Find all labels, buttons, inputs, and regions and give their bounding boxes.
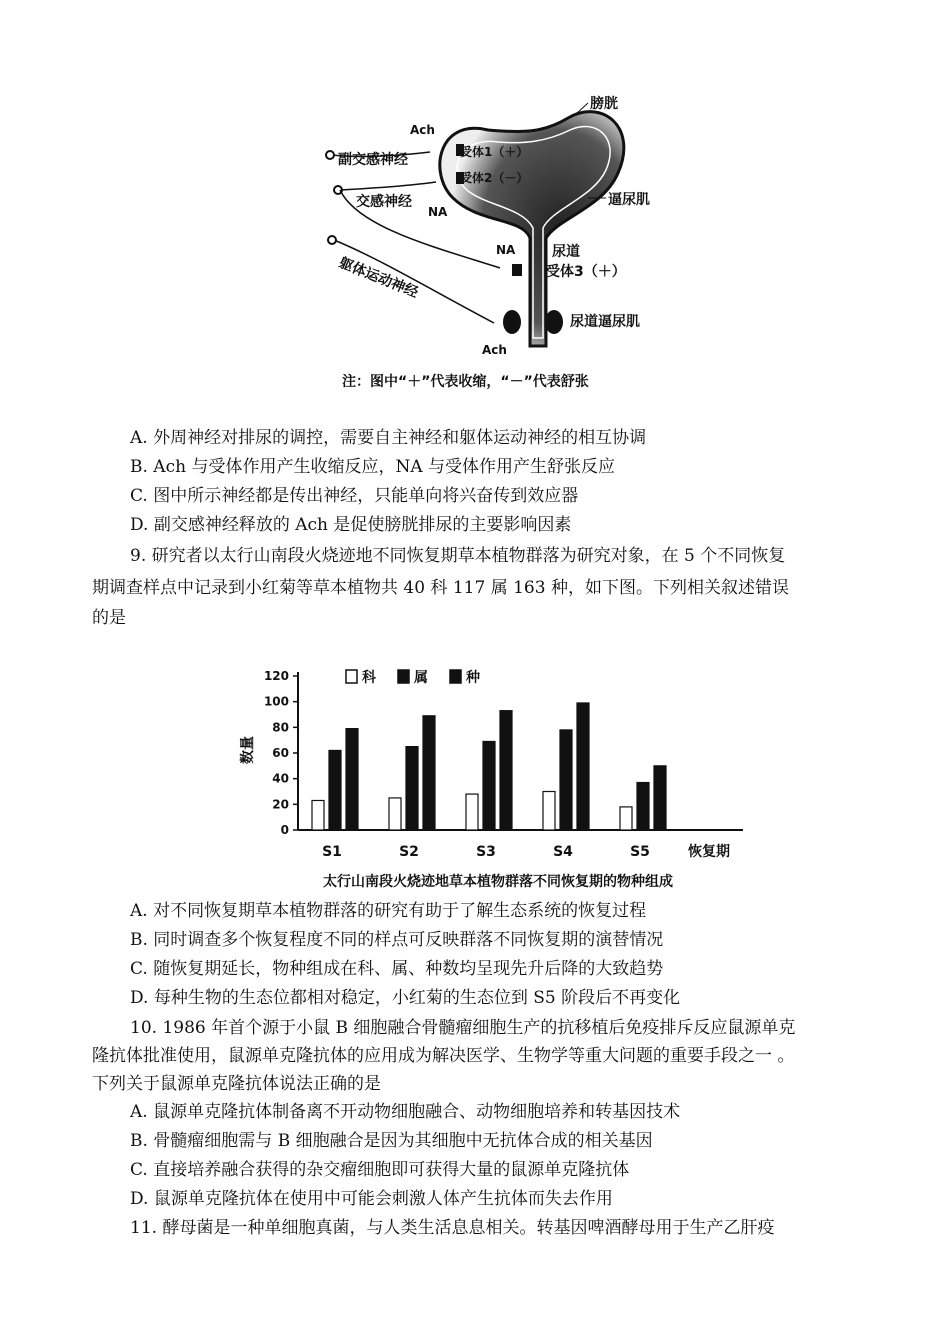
bar-S5-属 bbox=[637, 783, 649, 830]
bar-S1-科 bbox=[312, 800, 324, 830]
label-somatic: 躯体运动神经 bbox=[336, 254, 421, 302]
q9-line3: 的是 bbox=[92, 608, 126, 628]
label-receptor2: 受体2（－） bbox=[460, 171, 529, 185]
x-tick-label: S3 bbox=[476, 844, 496, 860]
q9-option-a: A. 对不同恢复期草本植物群落的研究有助于了解生态系统的恢复过程 bbox=[130, 901, 647, 921]
sympathetic-nerve bbox=[340, 182, 436, 190]
label-detrusor: 逼尿肌 bbox=[608, 192, 650, 208]
q9-option-b: B. 同时调查多个恢复程度不同的样点可反映群落不同恢复期的演替情况 bbox=[130, 930, 664, 950]
bar-S3-属 bbox=[483, 741, 495, 830]
y-tick-label: 0 bbox=[280, 823, 289, 837]
somatic-nerve bbox=[334, 240, 494, 323]
q10-line3: 下列关于鼠源单克隆抗体说法正确的是 bbox=[92, 1074, 381, 1094]
q9-option-d: D. 每种生物的生态位都相对稳定，小红菊的生态位到 S5 阶段后不再变化 bbox=[130, 988, 681, 1008]
bar-S4-属 bbox=[560, 730, 572, 830]
q10-option-a: A. 鼠源单克隆抗体制备离不开动物细胞融合、动物细胞培养和转基因技术 bbox=[130, 1102, 681, 1122]
bar-S3-科 bbox=[466, 794, 478, 830]
q9-line2: 期调查样点中记录到小红菊等草本植物共 40 科 117 属 163 种，如下图。下列相关叙述错误 bbox=[92, 578, 789, 598]
y-tick-label: 100 bbox=[263, 694, 289, 709]
label-sphincter: 尿道逼尿肌 bbox=[570, 314, 640, 330]
legend-label: 属 bbox=[414, 670, 428, 686]
bladder-diagram-svg bbox=[318, 78, 698, 398]
x-axis-label: 恢复期 bbox=[688, 844, 730, 860]
q11-line1: 11. 酵母菌是一种单细胞真菌，与人类生活息息相关。转基因啤酒酵母用于生产乙肝疫 bbox=[130, 1218, 775, 1238]
x-tick-label: S1 bbox=[322, 844, 342, 860]
q8-option-b: B. Ach 与受体作用产生收缩反应，NA 与受体作用产生舒张反应 bbox=[130, 457, 616, 477]
legend-swatch-科 bbox=[346, 670, 357, 683]
label-urethra: 尿道 bbox=[552, 244, 580, 260]
x-tick-label: S5 bbox=[630, 844, 650, 860]
bar-chart-svg bbox=[238, 660, 758, 892]
q10-option-b: B. 骨髓瘤细胞需与 B 细胞融合是因为其细胞中无抗体合成的相关基因 bbox=[130, 1131, 653, 1151]
y-tick-label: 80 bbox=[272, 720, 289, 735]
bar-S5-种 bbox=[654, 766, 666, 830]
label-na-bottom: NA bbox=[496, 243, 516, 257]
bar-S3-种 bbox=[500, 711, 512, 830]
label-receptor3: 受体3（＋） bbox=[546, 264, 626, 280]
x-tick-label: S2 bbox=[399, 844, 419, 860]
label-receptor1: 受体1（＋） bbox=[460, 145, 529, 159]
y-tick-label: 120 bbox=[263, 669, 289, 683]
bar-chart bbox=[238, 660, 758, 892]
legend-swatch-属 bbox=[398, 670, 409, 683]
diagram-note: 注：图中“＋”代表收缩，“－”代表舒张 bbox=[342, 374, 589, 390]
q10-option-c: C. 直接培养融合获得的杂交瘤细胞即可获得大量的鼠源单克隆抗体 bbox=[130, 1160, 630, 1180]
y-axis-label: 数量 bbox=[240, 736, 256, 764]
bar-S5-科 bbox=[620, 807, 632, 830]
x-tick-label: S4 bbox=[553, 844, 573, 860]
q8-option-c: C. 图中所示神经都是传出神经，只能单向将兴奋传到效应器 bbox=[130, 486, 579, 506]
y-tick-label: 60 bbox=[272, 746, 289, 760]
bar-S1-种 bbox=[346, 729, 358, 830]
bar-S2-属 bbox=[406, 747, 418, 830]
q9-line1: 9. 研究者以太行山南段火烧迹地不同恢复期草本植物群落为研究对象，在 5 个不同恢复 bbox=[130, 546, 786, 566]
bar-S4-科 bbox=[543, 792, 555, 831]
label-bladder: 膀胱 bbox=[590, 96, 618, 112]
bladder-diagram bbox=[318, 78, 698, 398]
chart-title: 太行山南段火烧迹地草本植物群落不同恢复期的物种组成 bbox=[323, 874, 673, 890]
legend-swatch-种 bbox=[450, 670, 461, 683]
legend-label: 科 bbox=[362, 670, 376, 686]
bar-S2-科 bbox=[389, 798, 401, 830]
bar-S2-种 bbox=[423, 716, 435, 830]
legend-label: 种 bbox=[466, 670, 480, 686]
q10-line2: 隆抗体批准使用，鼠源单克隆抗体的应用成为解决医学、生物学等重大问题的重要手段之一 。 bbox=[92, 1046, 795, 1066]
label-sympathetic: 交感神经 bbox=[356, 194, 412, 210]
label-na-top: NA bbox=[428, 205, 448, 219]
q8-option-d: D. 副交感神经释放的 Ach 是促使膀胱排尿的主要影响因素 bbox=[130, 515, 572, 535]
y-tick-label: 20 bbox=[272, 797, 289, 812]
label-ach-top: Ach bbox=[410, 123, 435, 137]
q9-option-c: C. 随恢复期延长，物种组成在科、属、种数均呈现先升后降的大致趋势 bbox=[130, 959, 664, 979]
q10-option-d: D. 鼠源单克隆抗体在使用中可能会刺激人体产生抗体而失去作用 bbox=[130, 1189, 613, 1209]
bar-S4-种 bbox=[577, 703, 589, 830]
q10-line1: 10. 1986 年首个源于小鼠 B 细胞融合骨髓瘤细胞生产的抗移植后免疫排斥反应鼠源单克 bbox=[130, 1018, 796, 1038]
label-ach-bottom: Ach bbox=[482, 343, 507, 357]
bar-S1-属 bbox=[329, 750, 341, 830]
label-parasympathetic: 副交感神经 bbox=[338, 152, 408, 168]
y-tick-label: 40 bbox=[272, 771, 289, 786]
q8-option-a: A. 外周神经对排尿的调控，需要自主神经和躯体运动神经的相互协调 bbox=[130, 428, 647, 448]
